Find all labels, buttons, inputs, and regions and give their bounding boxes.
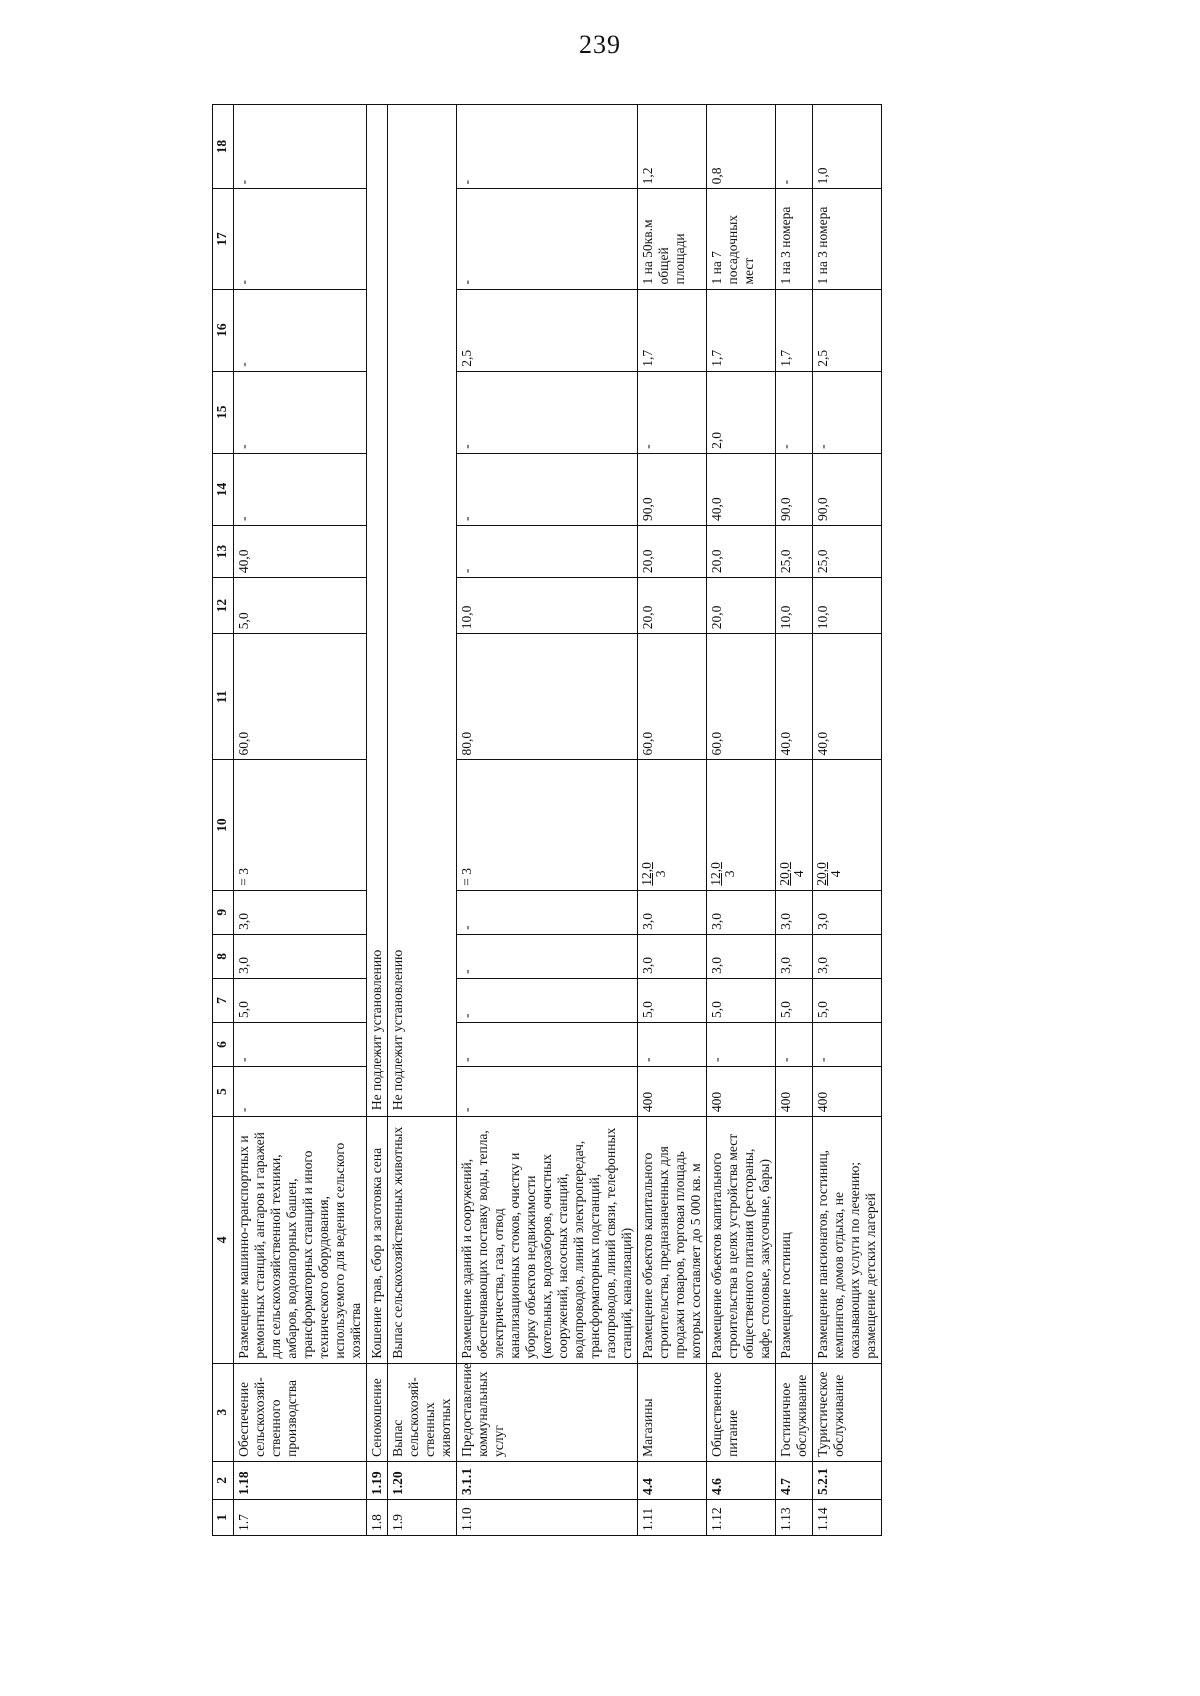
column-number-3: 3 — [213, 1363, 234, 1461]
cell-c11: 60,0 — [707, 634, 776, 760]
cell-c9: 3,0 — [638, 890, 707, 934]
cell-c1: 1.8 — [367, 1499, 388, 1535]
cell-c14: 90,0 — [638, 453, 707, 525]
cell-c3: Туристическое обслуживание — [813, 1363, 882, 1461]
cell-c9: 3,0 — [776, 890, 813, 934]
cell-c6: - — [457, 1022, 638, 1066]
cell-c7: 5,0 — [707, 978, 776, 1022]
cell-c13: 20,0 — [638, 526, 707, 578]
cell-c4: Размещение гостиниц — [776, 1117, 813, 1364]
cell-c4: Размещение пансионатов, гостиниц, кемпингов, домов отдыха, не оказывающих услуги по лечению; размещение детских лагерей — [813, 1117, 882, 1364]
table-row — [457, 105, 638, 1536]
cell-c11: 60,0 — [638, 634, 707, 760]
cell-c17: 1 на 3 номера — [813, 189, 882, 289]
fraction-denominator: 3 — [722, 870, 737, 878]
zoning-parameters-table — [212, 104, 882, 1536]
cell-c18: - — [776, 105, 813, 189]
cell-c16: 1,7 — [776, 289, 813, 371]
cell-c3: Предоставление коммунальных услуг — [457, 1363, 638, 1461]
cell-c1: 1.11 — [638, 1499, 707, 1535]
table-row — [234, 105, 367, 1536]
fraction — [709, 862, 737, 886]
cell-c8: - — [457, 934, 638, 978]
cell-c11: 60,0 — [234, 634, 367, 760]
cell-c9: - — [457, 890, 638, 934]
cell-c2: 4.7 — [776, 1461, 813, 1499]
cell-c15: - — [813, 371, 882, 453]
cell-c8: 3,0 — [707, 934, 776, 978]
cell-c12: 10,0 — [457, 578, 638, 634]
cell-c18: - — [234, 105, 367, 189]
column-number-10: 10 — [213, 760, 234, 890]
fraction — [778, 862, 806, 886]
fraction-numerator: 20,0 — [814, 862, 829, 886]
cell-c5: 400 — [776, 1067, 813, 1117]
cell-c2: 3.1.1 — [457, 1461, 638, 1499]
cell-c9: 3,0 — [813, 890, 882, 934]
fraction-numerator: 12,0 — [639, 862, 654, 886]
cell-c6: - — [234, 1022, 367, 1066]
cell-c4: Кошение трав, сбор и заготовка сена — [367, 1117, 388, 1364]
cell-c10-text: = 3 — [236, 867, 251, 886]
cell-c4: Размещение зданий и сооружений, обеспечивающих поставку воды, тепла, электричества, газа, отвод канализационных стоков, очистку и уборку объектов недвижимости (котельных, водозаборов, очистных сооружений, насосных станций, водопроводов, линий электропередач, трансформаторных подстанций, газопроводов, линий связи, телефонных станций, канализаций) — [457, 1117, 638, 1364]
column-number-2: 2 — [213, 1461, 234, 1499]
cell-c5: 400 — [707, 1067, 776, 1117]
table-row — [638, 105, 707, 1536]
cell-c14: - — [234, 453, 367, 525]
cell-c2: 5.2.1 — [813, 1461, 882, 1499]
fraction-numerator: 12,0 — [708, 862, 723, 886]
cell-c5: 400 — [638, 1067, 707, 1117]
column-number-8: 8 — [213, 934, 234, 978]
column-number-7: 7 — [213, 978, 234, 1022]
cell-c13: 20,0 — [707, 526, 776, 578]
cell-c7: 5,0 — [638, 978, 707, 1022]
cell-c5: - — [457, 1067, 638, 1117]
cell-c15: - — [776, 371, 813, 453]
cell-c1: 1.13 — [776, 1499, 813, 1535]
header-row — [213, 105, 234, 1536]
cell-c13: 40,0 — [234, 526, 367, 578]
fraction-denominator: 3 — [653, 870, 668, 878]
column-number-16: 16 — [213, 289, 234, 371]
cell-c16: 1,7 — [707, 289, 776, 371]
cell-c10-text: = 3 — [459, 867, 474, 886]
column-number-13: 13 — [213, 526, 234, 578]
cell-c3: Гостиничное обслуживание — [776, 1363, 813, 1461]
table-body — [234, 105, 882, 1536]
cell-c16: 2,5 — [813, 289, 882, 371]
cell-c12: 10,0 — [776, 578, 813, 634]
cell-c12: 20,0 — [707, 578, 776, 634]
table-row — [707, 105, 776, 1536]
rotated-table-frame — [212, 104, 982, 1536]
fraction-numerator: 20,0 — [777, 862, 792, 886]
column-number-6: 6 — [213, 1022, 234, 1066]
table-row — [776, 105, 813, 1536]
cell-c15: - — [457, 371, 638, 453]
cell-c12: 5,0 — [234, 578, 367, 634]
cell-c13: 25,0 — [813, 526, 882, 578]
cell-c14: 90,0 — [813, 453, 882, 525]
cell-c18: - — [457, 105, 638, 189]
cell-c3: Обеспечение сельскохозяй-ственного производства — [234, 1363, 367, 1461]
cell-c14: 40,0 — [707, 453, 776, 525]
page-number: 239 — [579, 30, 621, 59]
cell-c10 — [457, 760, 638, 890]
cell-c17: 1 на 50кв.м общей площади — [638, 189, 707, 289]
cell-c1: 1.12 — [707, 1499, 776, 1535]
column-number-15: 15 — [213, 371, 234, 453]
merged-note: Не подлежит установлению — [367, 105, 388, 1117]
cell-c7: 5,0 — [776, 978, 813, 1022]
column-number-18: 18 — [213, 105, 234, 189]
cell-c6: - — [707, 1022, 776, 1066]
fraction-denominator: 4 — [791, 870, 806, 878]
column-number-5: 5 — [213, 1067, 234, 1117]
column-number-1: 1 — [213, 1499, 234, 1535]
cell-c17: - — [457, 189, 638, 289]
cell-c12: 20,0 — [638, 578, 707, 634]
cell-c7: - — [457, 978, 638, 1022]
cell-c1: 1.14 — [813, 1499, 882, 1535]
cell-c2: 1.18 — [234, 1461, 367, 1499]
cell-c13: - — [457, 526, 638, 578]
cell-c17: - — [234, 189, 367, 289]
cell-c11: 40,0 — [776, 634, 813, 760]
table-row — [813, 105, 882, 1536]
cell-c3: Выпас сельскохозяй-ственных животных — [388, 1363, 457, 1461]
cell-c14: - — [457, 453, 638, 525]
column-number-4: 4 — [213, 1117, 234, 1364]
cell-c10 — [813, 760, 882, 890]
cell-c7: 5,0 — [234, 978, 367, 1022]
cell-c16: 2,5 — [457, 289, 638, 371]
cell-c6: - — [638, 1022, 707, 1066]
cell-c2: 1.20 — [388, 1461, 457, 1499]
column-number-14: 14 — [213, 453, 234, 525]
cell-c5: 400 — [813, 1067, 882, 1117]
cell-c18: 1,0 — [813, 105, 882, 189]
table-row — [388, 105, 457, 1536]
cell-c15: - — [234, 371, 367, 453]
cell-c17: 1 на 7 посадочных мест — [707, 189, 776, 289]
cell-c4: Размещение объектов капитального строительства, предназначенных для продажи товаров, торговая площадь которых составляет до 5 000 кв. м — [638, 1117, 707, 1364]
cell-c10 — [776, 760, 813, 890]
cell-c6: - — [813, 1022, 882, 1066]
cell-c2: 4.4 — [638, 1461, 707, 1499]
cell-c18: 1,2 — [638, 105, 707, 189]
cell-c2: 1.19 — [367, 1461, 388, 1499]
column-number-12: 12 — [213, 578, 234, 634]
cell-c11: 40,0 — [813, 634, 882, 760]
column-number-17: 17 — [213, 189, 234, 289]
cell-c16: 1,7 — [638, 289, 707, 371]
cell-c14: 90,0 — [776, 453, 813, 525]
cell-c5: - — [234, 1067, 367, 1117]
cell-c8: 3,0 — [234, 934, 367, 978]
cell-c1: 1.7 — [234, 1499, 367, 1535]
cell-c3: Сенокошение — [367, 1363, 388, 1461]
fraction-denominator: 4 — [828, 870, 843, 878]
merged-note: Не подлежит установлению — [388, 105, 457, 1117]
cell-c17: 1 на 3 номера — [776, 189, 813, 289]
cell-c13: 25,0 — [776, 526, 813, 578]
table-row — [367, 105, 388, 1536]
fraction — [815, 862, 843, 886]
cell-c8: 3,0 — [813, 934, 882, 978]
cell-c9: 3,0 — [707, 890, 776, 934]
fraction — [640, 862, 668, 886]
cell-c3: Магазины — [638, 1363, 707, 1461]
cell-c8: 3,0 — [638, 934, 707, 978]
cell-c10 — [707, 760, 776, 890]
cell-c12: 10,0 — [813, 578, 882, 634]
cell-c3: Общественное питание — [707, 1363, 776, 1461]
column-number-9: 9 — [213, 890, 234, 934]
cell-c1: 1.9 — [388, 1499, 457, 1535]
column-number-11: 11 — [213, 634, 234, 760]
cell-c11: 80,0 — [457, 634, 638, 760]
cell-c4: Размещение объектов капитального строительства в целях устройства мест общественного питания (рестораны, кафе, столовые, закусочные, бары) — [707, 1117, 776, 1364]
cell-c15: 2,0 — [707, 371, 776, 453]
cell-c15: - — [638, 371, 707, 453]
cell-c4: Выпас сельскохозяйственных животных — [388, 1117, 457, 1364]
cell-c10 — [638, 760, 707, 890]
cell-c16: - — [234, 289, 367, 371]
cell-c18: 0,8 — [707, 105, 776, 189]
cell-c4: Размещение машинно-транспортных и ремонтных станций, ангаров и гаражей для сельскохозяйственной техники, амбаров, водонапорных башен, трансформаторных станций и иного технического оборудования, используемого для ведения сельского хозяйства — [234, 1117, 367, 1364]
cell-c6: - — [776, 1022, 813, 1066]
cell-c10 — [234, 760, 367, 890]
cell-c2: 4.6 — [707, 1461, 776, 1499]
cell-c7: 5,0 — [813, 978, 882, 1022]
cell-c1: 1.10 — [457, 1499, 638, 1535]
cell-c8: 3,0 — [776, 934, 813, 978]
cell-c9: 3,0 — [234, 890, 367, 934]
